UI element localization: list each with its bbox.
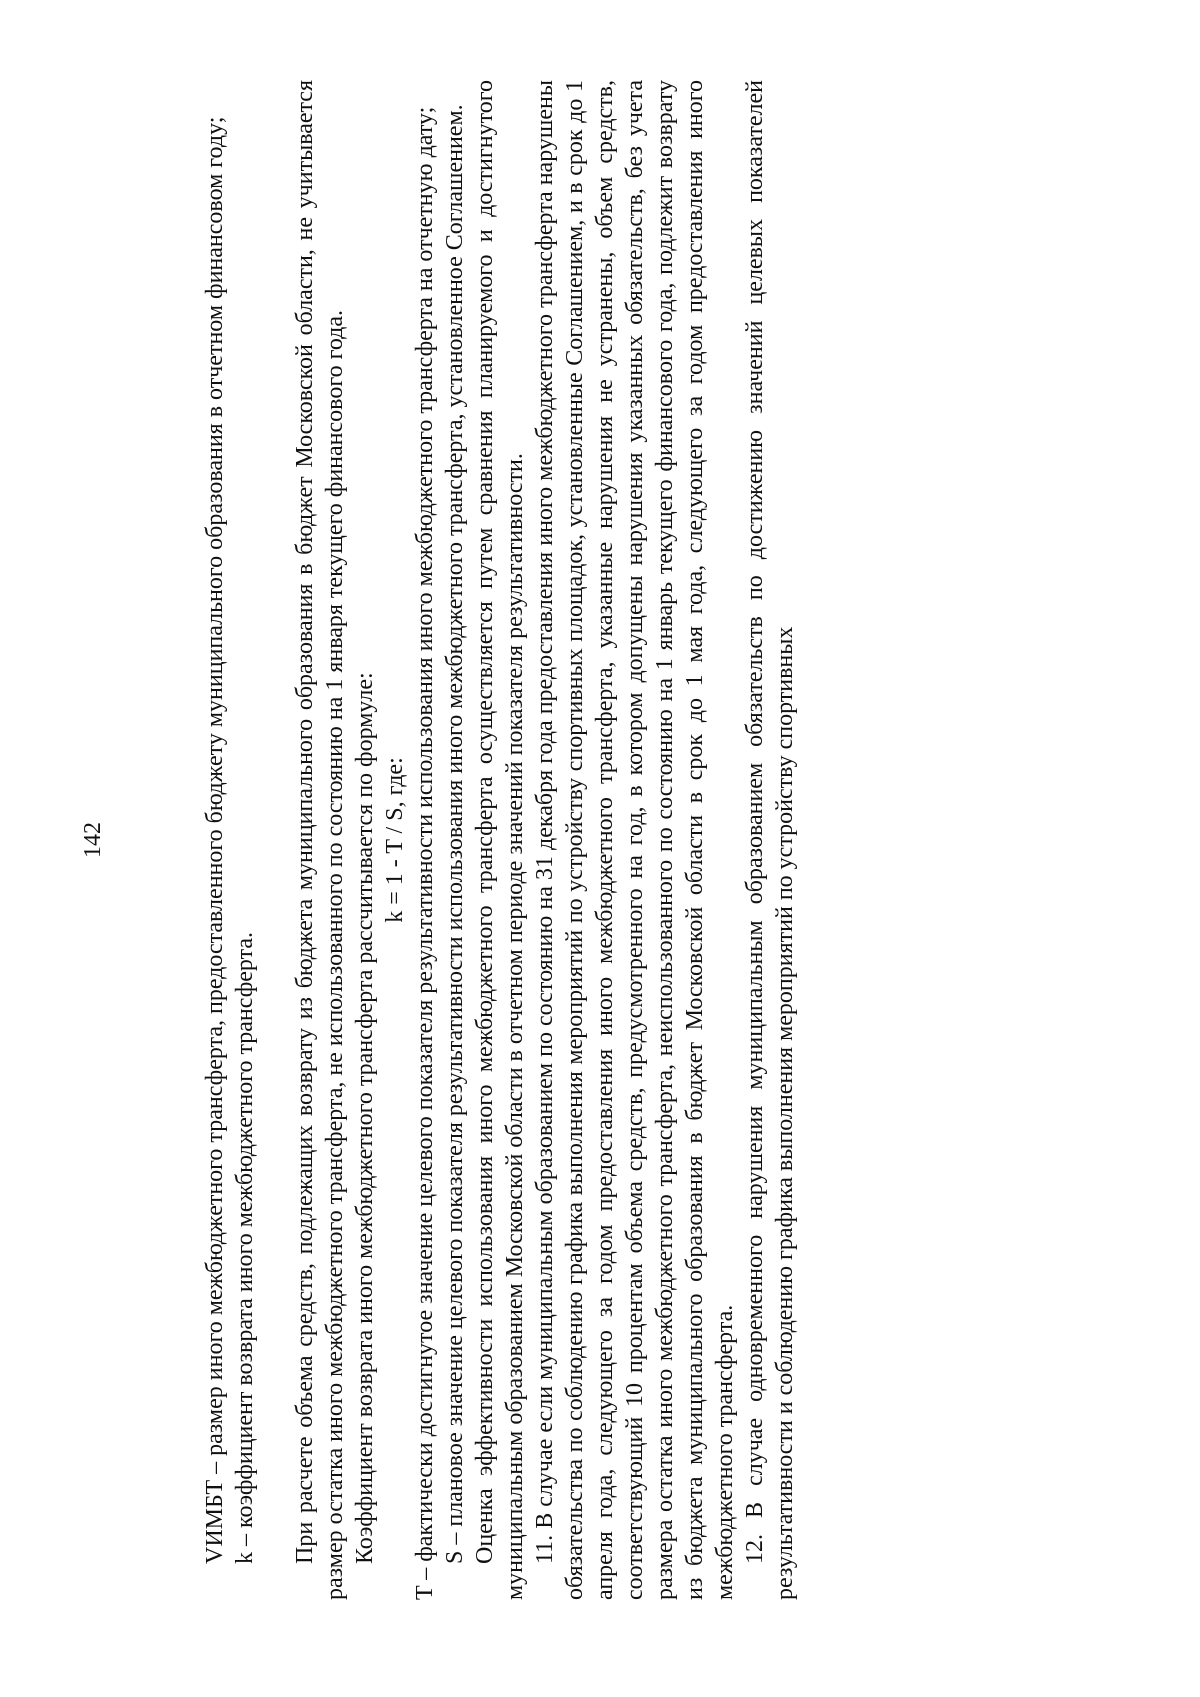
page-number: 142 — [80, 822, 106, 858]
formula: k = 1 - T / S, где: — [382, 757, 408, 923]
paragraph-efficiency-assessment: Оценка эффективности использования иного межбюджетного трансферта осуществляется путем сравнения планируемого и достигнутого муниципальным образованием Московской области в отчетном периоде значений показателя результативности. — [472, 80, 528, 1600]
paragraph-k-definition: k – коэффициент возврата иного межбюджетного трансферта. — [232, 931, 258, 1564]
document-body — [200, 80, 800, 1600]
paragraph-coefficient-intro: Коэффициент возврата иного межбюджетного трансферта рассчитывается по формуле: — [352, 672, 378, 1564]
spacer — [260, 80, 290, 1600]
paragraph-clause-12: 12. В случае одновременного нарушения муниципальным образованием обязательств по достижению значений целевых показателей результативности и соблюдению графика выполнения мероприятий по устройству спортивных — [742, 80, 798, 1600]
rotated-document-page — [80, 80, 1060, 1600]
paragraph-t-definition: T – фактически достигнутое значение целевого показателя результативности использования иного межбюджетного трансферта на отчетную дату; — [412, 106, 438, 1600]
paragraph-s-definition: S – плановое значение целевого показателя результативности использования иного межбюджетного трансферта, установленное Соглашением. — [442, 104, 468, 1564]
paragraph-clause-11: 11. В случае если муниципальным образованием по состоянию на 31 декабря года предоставления иного межбюджетного трансферта нарушены обязательства по соблюдению графика выполнения мероприятий по устройству спортивных площадок, установленные Соглашением, и в срок до 1 апреля года, следующего за годом предоставления иного межбюджетного трансферта, указанные нарушения не устранены, объем средств, соответствующий 10 процентам объема средств, предусмотренного на год, в котором допущены нарушения указанных обязательств, без учета размера остатка иного межбюджетного трансферта, неиспользованного по состоянию на 1 январь текущего финансового года, подлежит возврату из бюджета муниципального образования в бюджет Московской области в срок до 1 мая года, следующего за годом предоставления иного межбюджетного трансферта. — [532, 80, 738, 1600]
paragraph-vimbt-definition: VИМБТ – размер иного межбюджетного трансферта, предоставленного бюджету муниципального образования в отчетном финансовом году; — [202, 116, 228, 1564]
paragraph-return-calculation: При расчете объема средств, подлежащих возврату из бюджета муниципального образования в бюджет Московской области, не учитывается размер остатка иного межбюджетного трансферта, не использованного по состоянию на 1 января текущего финансового года. — [292, 80, 348, 1600]
